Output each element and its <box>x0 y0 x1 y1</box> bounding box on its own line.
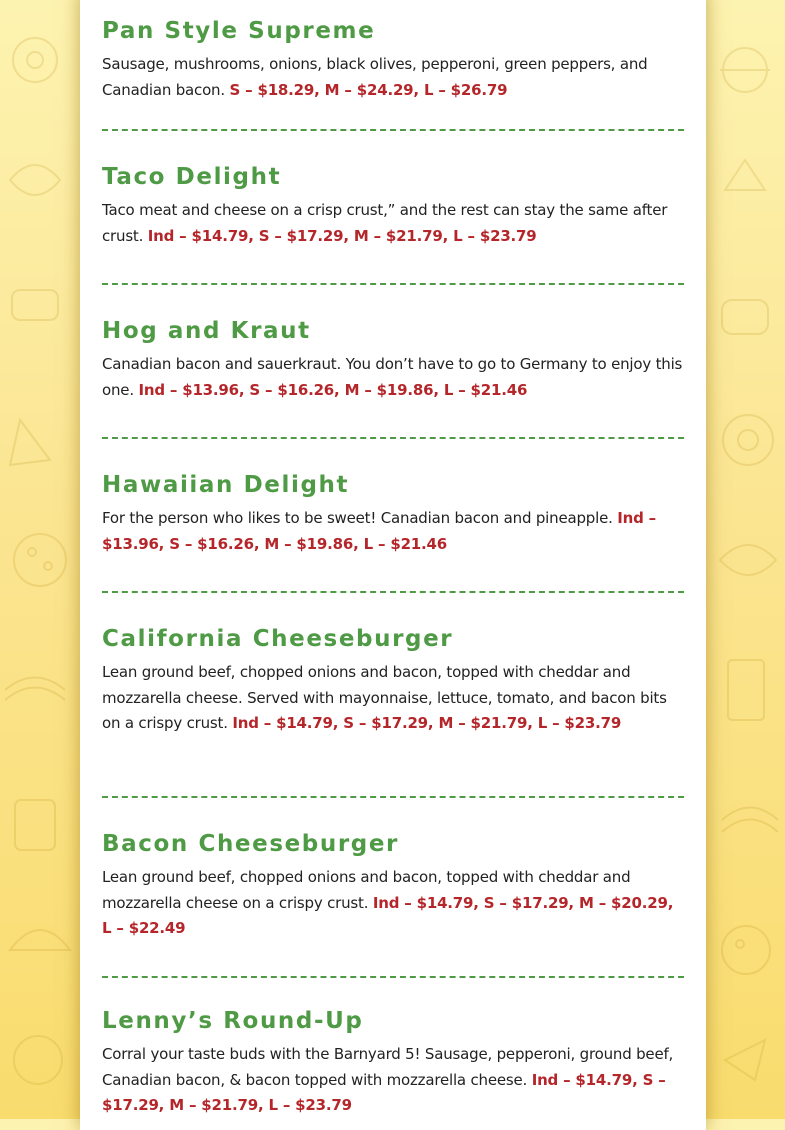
menu-item-title: Hog and Kraut <box>102 318 311 344</box>
menu-item-description-text: Lean ground beef, chopped onions and bacon, topped with cheddar and mozzarella cheese on a crispy crust. <box>102 868 631 912</box>
dashed-divider <box>102 283 684 285</box>
dashed-divider <box>102 976 684 978</box>
menu-item-title: Taco Delight <box>102 164 282 190</box>
menu-item-prices: Ind – $13.96, S – $16.26, M – $19.86, L – $21.46 <box>138 380 528 399</box>
menu-item-description <box>102 198 684 249</box>
dashed-divider <box>102 129 684 131</box>
menu-item-description-text: Corral your taste buds with the Barnyard 5! Sausage, pepperoni, ground beef, Canadian bacon, & bacon topped with mozzarella cheese. <box>102 1045 674 1089</box>
menu-item-title: Bacon Cheeseburger <box>102 831 399 857</box>
menu-item-description <box>102 660 684 737</box>
menu-item-prices: Ind – $14.79, S – $17.29, M – $20.29, L – $22.49 <box>102 893 674 938</box>
menu-item <box>102 314 684 437</box>
menu-item-description <box>102 352 684 403</box>
menu-item-description-text: Taco meat and cheese on a crisp crust,” and the rest can stay the same after crust. <box>102 201 668 245</box>
menu-item <box>102 160 684 283</box>
menu-item-list <box>102 14 684 1115</box>
menu-item-prices: Ind – $14.79, S – $17.29, M – $21.79, L – $23.79 <box>147 226 537 245</box>
menu-item-description <box>102 1042 684 1119</box>
menu-item-title: California Cheeseburger <box>102 626 454 652</box>
dashed-divider <box>102 591 684 593</box>
menu-item <box>102 622 684 796</box>
menu-item-title: Lenny’s Round-Up <box>102 1008 364 1034</box>
menu-item-title: Hawaiian Delight <box>102 472 350 498</box>
menu-item <box>102 14 684 129</box>
menu-item-prices: Ind – $14.79, S – $17.29, M – $21.79, L – $23.79 <box>232 714 622 733</box>
menu-item-description-text: For the person who likes to be sweet! Canadian bacon and pineapple. <box>102 509 613 527</box>
menu-item <box>102 827 684 976</box>
menu-item-description-text: Sausage, mushrooms, onions, black olives, pepperoni, green peppers, and Canadian bacon. <box>102 55 648 99</box>
menu-item <box>102 1004 684 1115</box>
menu-item-title: Pan Style Supreme <box>102 18 376 44</box>
menu-item-prices: S – $18.29, M – $24.29, L – $26.79 <box>229 80 508 99</box>
dashed-divider <box>102 796 684 798</box>
menu-item-description <box>102 52 684 103</box>
dashed-divider <box>102 437 684 439</box>
menu-item-description <box>102 865 684 942</box>
menu-item-prices: Ind – $13.96, S – $16.26, M – $19.86, L – $21.46 <box>102 509 656 553</box>
menu-item-description-text: Lean ground beef, chopped onions and bacon, topped with cheddar and mozzarella cheese. Served with mayonnaise, lettuce, tomato, and bacon bits on a crispy crust. <box>102 663 667 733</box>
menu-item-description <box>102 506 684 557</box>
menu-item-prices: Ind – $14.79, S – $17.29, M – $21.79, L – $23.79 <box>102 1070 666 1115</box>
menu-item <box>102 468 684 591</box>
menu-item-description-text: Canadian bacon and sauerkraut. You don’t have to go to Germany to enjoy this one. <box>102 355 683 399</box>
